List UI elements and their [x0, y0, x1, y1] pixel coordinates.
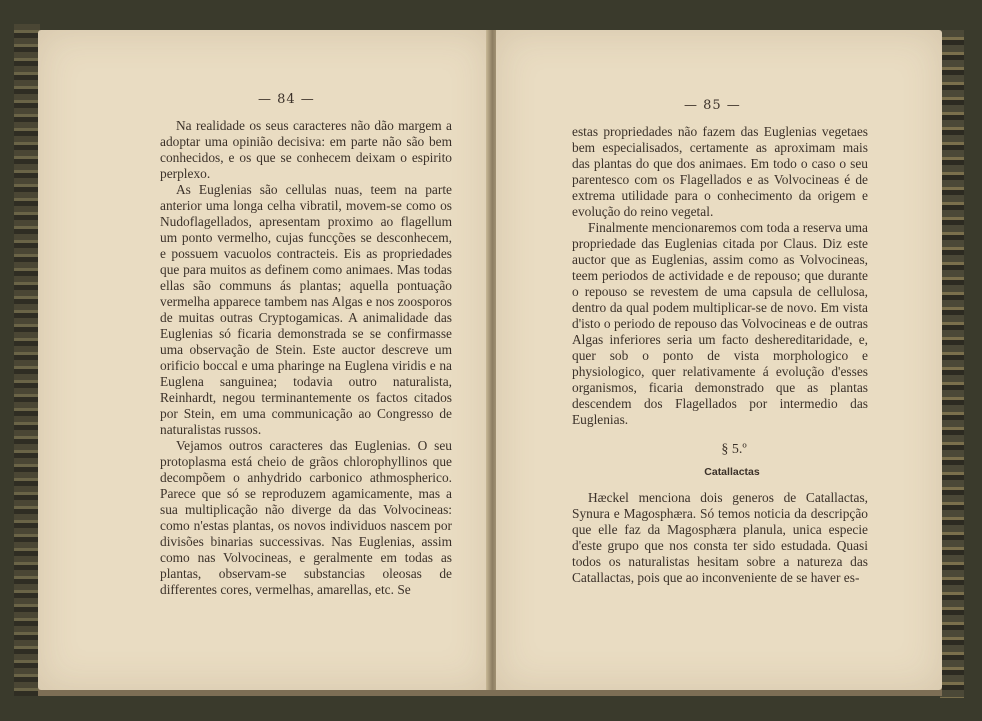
page-number: — 85 —: [684, 98, 741, 113]
right-page: [496, 30, 942, 690]
book-edge-left: [14, 24, 40, 696]
page-text: [160, 118, 452, 598]
paragraph: As Euglenias são cellulas nuas, teem na parte anterior uma longa celha vibratil, movem-se como os Nudoflagellados, apresentam proximo ao flagellum um ponto vermelho, cujas funcções se desconhecem, e possuem vacuolos contracteis. Eis as propriedades que para muitos as definem como animaes. Mas todas ellas são communs ás plantas; aquella pontuação vermelha apparece tambem nas Algas e nos zoosporos de muitas outras Cryptogamicas. A animalidade das Euglenias só ficaria demonstrada se se confirmasse uma observação de Stein. Este auctor descreve um orificio boccal e uma pharinge na Euglena viridis e na Euglena sanguinea; todavia outro naturalista, Reinhardt, negou terminantemente os factos citados por Stein, em uma communicação ao Congresso de naturalistas russos.: [160, 182, 452, 437]
section-heading: § 5.º: [721, 442, 747, 457]
paragraph: estas propriedades não fazem das Euglenias vegetaes bem especialisados, certamente as aproximam mais das plantas do que dos animaes. Em todo o caso o seu parentesco com os Flagellados e as Volvocineas é de extrema utilidade para o conhecimento da origem e evolução do reino vegetal.: [572, 124, 868, 219]
paragraph: Vejamos outros caracteres das Euglenias. O seu protoplasma está cheio de grãos chlorophyllinos que decompõem o anhydrido carbonico athmospherico. Parece que só se reproduzem agamicamente, mas a sua multiplicação não diverge da das Volvocineas: como n'estas plantas, os novos individuos nascem por divisões binarias successivas. Nas Euglenias, assim como nas Volvocineas, e geralmente em todas as plantas, observam-se substancias oleosas de differentes cores, vermelhas, amarellas, etc. Se: [160, 438, 452, 597]
paragraph: Hæckel menciona dois generos de Catallactas, Synura e Magosphæra. Só temos noticia da descripção que elle faz da Magosphæra planula, unica especie d'este grupo que nos consta ter sido estudada. Quasi todos os naturalistas hesitam sobre a natureza das Catallactas, pois que ao inconveniente de se haver es-: [572, 490, 868, 585]
left-page: [38, 30, 490, 690]
book-edge-right: [940, 30, 964, 698]
paragraph: Finalmente mencionaremos com toda a reserva uma propriedade das Euglenias citada por Claus. Diz este auctor que as Euglenias, assim como as Volvocineas, teem periodos de actividade e de repouso; que durante o repouso se revestem de uma capsula de cellulosa, dentro da qual podem multiplicar-se de novo. Em vista d'isto o periodo de repouso das Volvocineas e de outras Algas inferiores seria um facto deshereditaridade, e, quer sob o ponto de vista morphologico e physiologico, quer relativamente á evolução d'esses organismos, ficaria demonstrado que as plantas descendem dos Flagellados por intermedio das Euglenias.: [572, 220, 868, 427]
paragraph: Na realidade os seus caracteres não dão margem a adoptar uma opinião decisiva: em parte não são bem conhecidos, e os que se conhecem deixam o espirito perplexo.: [160, 118, 452, 181]
page-text: [572, 124, 868, 586]
section-subheading: Catallactas: [704, 466, 760, 478]
page-number: — 84 —: [258, 92, 315, 107]
